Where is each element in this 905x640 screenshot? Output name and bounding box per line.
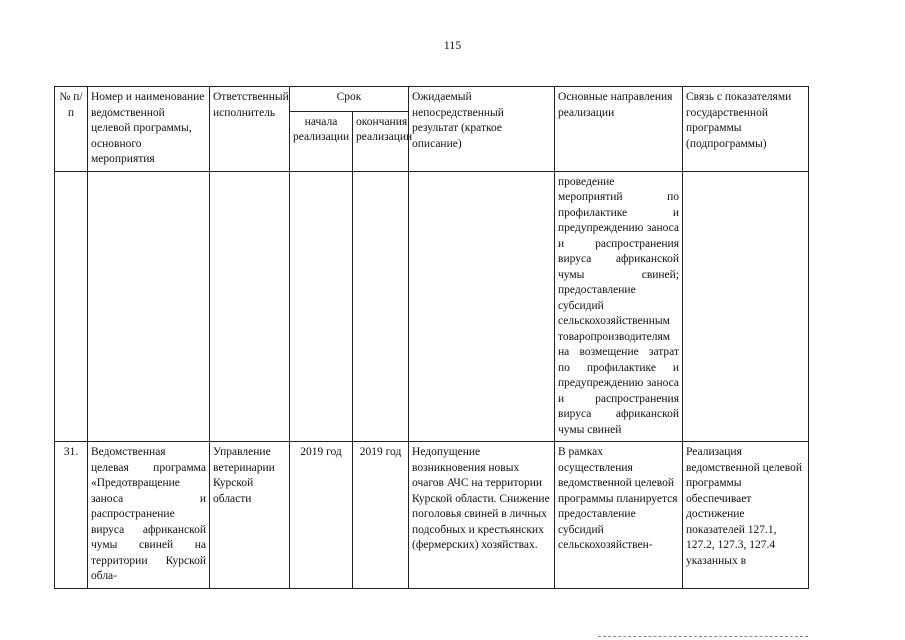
header-term: Срок [290,87,409,112]
program-table [54,86,809,589]
header-directions: Основные направления реализации [555,87,683,172]
row-end: 2019 год [353,442,409,589]
header-num: № п/п [55,87,88,172]
header-name: Номер и наименование ведомственной целевой программы, основного мероприятия [88,87,210,172]
header-link: Связь с показателями государственной программы (подпрограммы) [683,87,809,172]
row-num: 31. [55,442,88,589]
header-responsible: Ответственный исполнитель [210,87,290,172]
cell-empty [210,171,290,442]
scan-artifact-line [598,636,808,638]
row-result: Недопущение возникновения новых очагов АЧС на территории Курской области. Снижение поголовья свиней в личных подсобных и крестьянских (фермерских) хозяйствах. [409,442,555,589]
cell-empty [409,171,555,442]
cell-empty [353,171,409,442]
cell-empty [55,171,88,442]
row-responsible: Управление ветеринарии Курской области [210,442,290,589]
page-number: 115 [443,38,462,52]
header-term-end: окончания реализации [353,111,409,171]
row-link: Реализация ведомственной целевой программы обеспечивает достижение показателей 127.1, 127.2, 127.3, 127.4 указанных в [683,442,809,589]
cell-empty [683,171,809,442]
continuation-directions: проведение мероприятий по профилактике и предупреждению заноса и распространения вируса африканской чумы свиней; предоставление субсидий сельскохозяйственным товаропроизводителям на возмещение затрат по профилактике и предупреждению заноса и распространения вируса африканской чумы свиней [555,171,683,442]
row-start: 2019 год [290,442,353,589]
continuation-row [55,171,809,442]
cell-empty [290,171,353,442]
row-program-name: Ведомственная целевая программа «Предотвращение заноса и распространение вируса африканской чумы свиней на территории Курской обла- [88,442,210,589]
table-row [55,442,809,589]
cell-empty [88,171,210,442]
row-directions: В рамках осуществления ведомственной целевой программы планируется предоставление субсидий сельскохозяйствен- [555,442,683,589]
header-row [55,87,809,112]
header-term-start: начала реализации [290,111,353,171]
header-result: Ожидаемый непосредственный результат (краткое описание) [409,87,555,172]
